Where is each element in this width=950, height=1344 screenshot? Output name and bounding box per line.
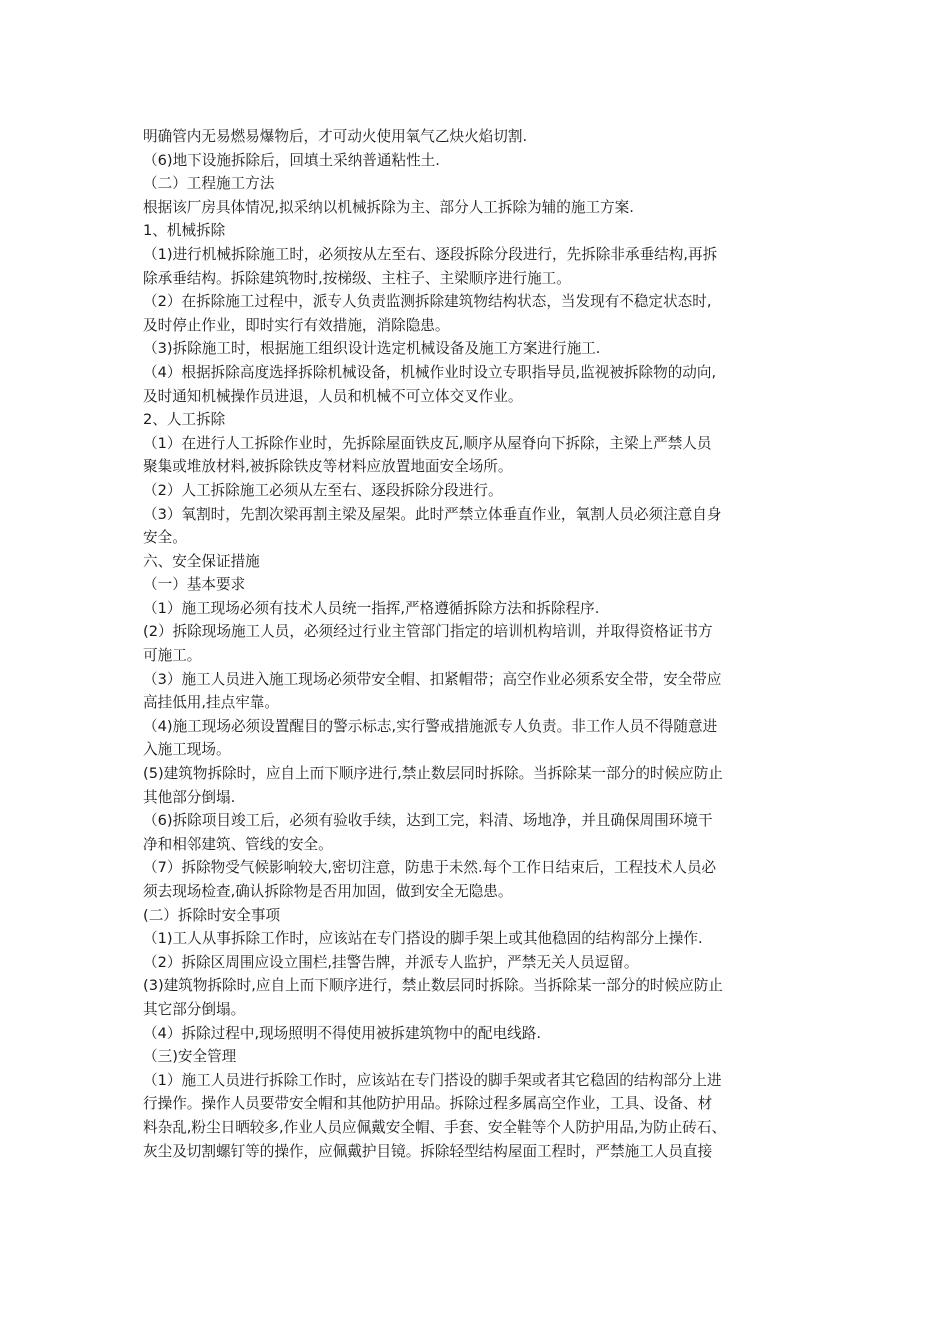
text-line: （1）在进行人工拆除作业时，先拆除屋面铁皮瓦,顺序从屋脊向下拆除，主梁上严禁人员 xyxy=(143,434,712,452)
section-heading: 六、安全保证措施 xyxy=(143,552,260,570)
text-line: 入施工现场。 xyxy=(143,741,231,759)
text-line: 须去现场检查,确认拆除物是否用加固，做到安全无隐患。 xyxy=(143,883,513,900)
text-line: （2）在拆除施工过程中，派专人负责监测拆除建筑物结构状态，当发现有不稳定状态时, xyxy=(143,293,712,311)
text-line: 可施工。 xyxy=(143,647,202,665)
text-line: 聚集或堆放材料,被拆除铁皮等材料应放置地面安全场所。 xyxy=(143,458,513,476)
text-line: 行操作。操作人员要带安全帽和其他防护用品。拆除过程多属高空作业，工具、设备、材 xyxy=(143,1095,713,1113)
section-heading: （一）基本要求 xyxy=(143,576,246,594)
text-line: 安全。 xyxy=(143,529,187,547)
text-line: （1）施工现场必须有技术人员统一指挥,严格遵循拆除方法和拆除程序. xyxy=(143,599,600,617)
text-line: （6)拆除项目竣工后，必须有验收手续，达到工完，料清、场地净，并且确保周围环境干 xyxy=(143,812,713,830)
text-line: （4）根据拆除高度选择拆除机械设备，机械作业时设立专职指导员,监视被拆除物的动向, xyxy=(143,363,717,381)
text-line: 净和相邻建筑、管线的安全。 xyxy=(143,835,333,853)
text-line: （3)拆除施工时，根据施工组织设计选定机械设备及施工方案进行施工. xyxy=(143,340,601,358)
document-body xyxy=(143,125,815,1163)
text-line: 明确管内无易燃易爆物后，才可动火使用氧气乙炔火焰切割. xyxy=(143,128,528,145)
section-heading: （三)安全管理 xyxy=(143,1048,237,1066)
text-line: (2）拆除现场施工人员，必须经过行业主管部门指定的培训机构培训，并取得资格证书方 xyxy=(143,623,713,641)
text-line: 根据该厂房具体情况,拟采纳以机械拆除为主、部分人工拆除为辅的施工方案. xyxy=(143,198,634,216)
text-line: （3）施工人员进入施工现场必须带安全帽、扣紧帽带；高空作业必须系安全带，安全带应 xyxy=(143,670,722,688)
text-line: （4）拆除过程中,现场照明不得使用被拆建筑物中的配电线路. xyxy=(143,1024,542,1042)
text-line: 除承垂结构。拆除建筑物时,按梯级、主柱子、主梁顺序进行施工。 xyxy=(143,269,571,287)
text-line: 其它部分倒塌。 xyxy=(143,1000,246,1018)
text-line: (3)建筑物拆除时,应自上而下顺序进行，禁止数层同时拆除。当拆除某一部分的时候应防止 xyxy=(143,977,723,995)
text-line: 高挂低用,挂点牢靠。 xyxy=(143,694,279,712)
text-line: （7）拆除物受气候影响较大,密切注意，防患于未然.每个工作日结束后，工程技术人员必 xyxy=(143,859,717,877)
text-line: (5)建筑物拆除时，应自上而下顺序进行,禁止数层同时拆除。当拆除某一部分的时候应防止 xyxy=(143,765,723,783)
text-line: 灰尘及切割螺钉等的操作，应佩戴护目镜。拆除轻型结构屋面工程时，严禁施工人员直接 xyxy=(143,1142,713,1160)
section-heading: 1、机械拆除 xyxy=(143,222,226,240)
section-heading: (二）拆除时安全事项 xyxy=(143,906,281,924)
text-line: （1)进行机械拆除施工时，必须按从左至右、逐段拆除分段进行，先拆除非承垂结构,再拆 xyxy=(143,245,718,263)
text-line: （2）拆除区周围应设立围栏,挂警告牌，并派专人监护，严禁无关人员逗留。 xyxy=(143,953,639,971)
text-line: 其他部分倒塌. xyxy=(143,788,236,806)
text-line: （6)地下设施拆除后，回填土采纳普通粘性土. xyxy=(143,151,440,169)
text-line: （2）人工拆除施工必须从左至右、逐段拆除分段进行。 xyxy=(143,481,503,499)
text-line: （1)工人从事拆除工作时，应该站在专门搭设的脚手架上或其他稳固的结构部分上操作. xyxy=(143,930,703,948)
text-line: 料杂乱,粉尘日晒较多,作业人员应佩戴安全帽、手套、安全鞋等个人防护用品,为防止砖石、 xyxy=(143,1118,727,1136)
text-line: 及时停止作业，即时实行有效措施，消除隐患。 xyxy=(143,316,450,334)
text-line: 及时通知机械操作员进退，人员和机械不可立体交叉作业。 xyxy=(143,387,523,405)
section-heading: （二）工程施工方法 xyxy=(143,175,275,193)
text-line: （1）施工人员进行拆除工作时，应该站在专门搭设的脚手架或者其它稳固的结构部分上进 xyxy=(143,1071,722,1089)
text-line: （3）氧割时，先割次梁再割主梁及屋架。此时严禁立体垂直作业，氧割人员必须注意自身 xyxy=(143,505,722,523)
text-line: （4)施工现场必须设置醒目的警示标志,实行警戒措施派专人负责。非工作人员不得随意进 xyxy=(143,717,718,735)
section-heading: 2、人工拆除 xyxy=(143,411,226,429)
